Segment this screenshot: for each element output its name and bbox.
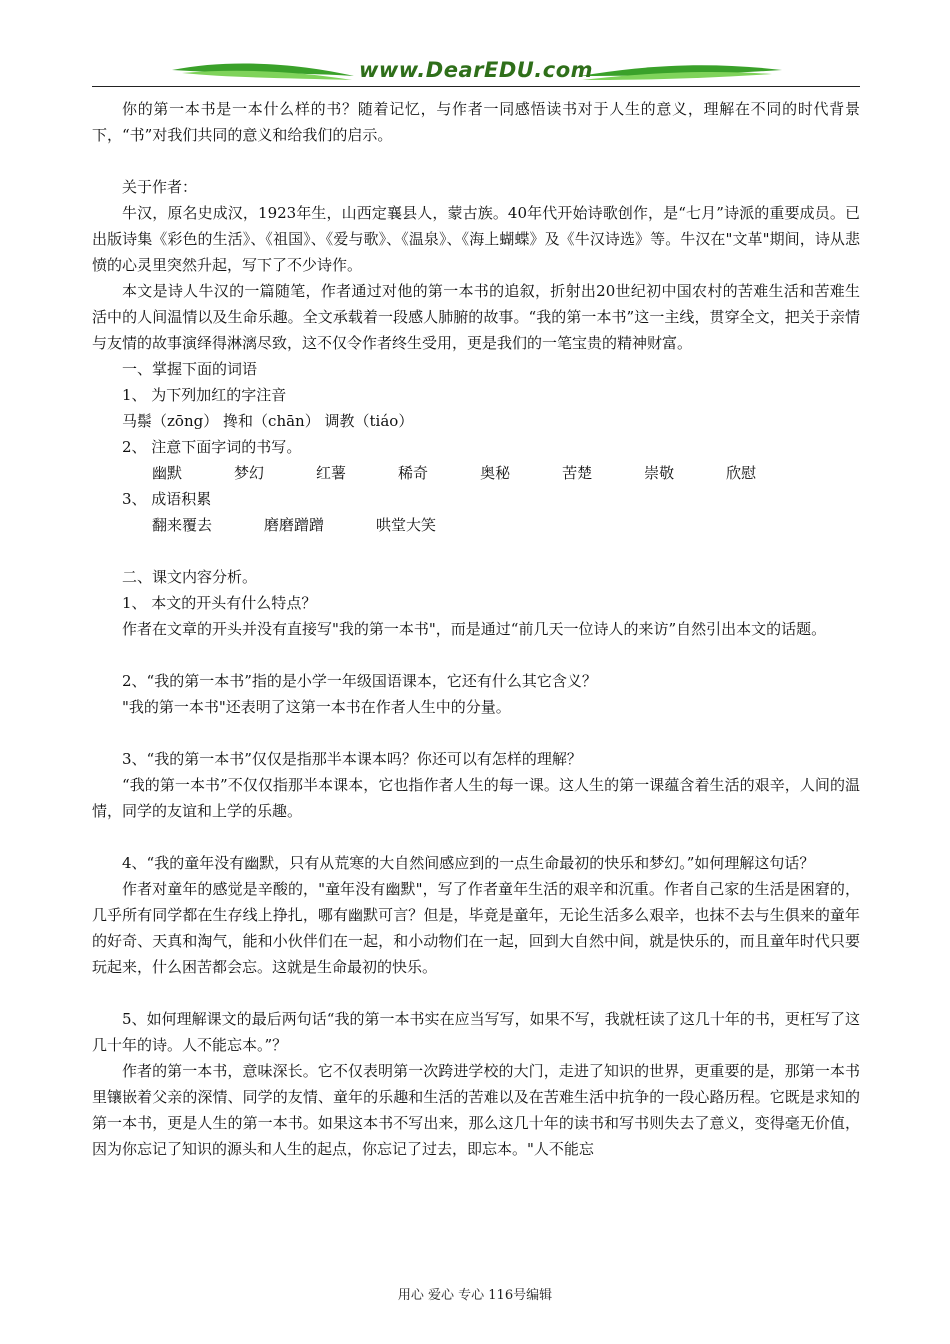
question-2: 2、“我的第一本书”指的是小学一年级国语课本，它还有什么其它含义？: [122, 672, 597, 690]
word-list: [92, 460, 860, 486]
section1-heading: 一、掌握下面的词语: [122, 360, 258, 378]
word-item: 苦楚: [562, 464, 593, 482]
answer-5: 作者的第一本书，意味深长。它不仅表明第一次跨进学校的大门，走进了知识的世界，更重要的是，那第一本书里镶嵌着父亲的深情、同学的友情、童年的乐趣和生活的苦难以及在苦难生活中抗争的一段心路历程。它既是求知的第一本书，更是人生的第一本书。如果这本书不写出来，那么这几十年的读书和写书则失去了意义，变得毫无价值，因为你忘记了知识的源头和人生的起点，你忘记了过去，即忘本。"人不能忘: [92, 1062, 860, 1158]
intro-paragraph: 你的第一本书是一本什么样的书？随着记忆，与作者一同感悟读书对于人生的意义，理解在不同的时代背景下，“书”对我们共同的意义和给我们的启示。: [92, 100, 860, 144]
pinyin-word: 马鬃: [122, 412, 153, 430]
word-item: 崇敬: [644, 464, 675, 482]
pinyin-reading: tiáo: [369, 412, 399, 430]
answer-1: 作者在文章的开头并没有直接写"我的第一本书"，而是通过“前几天一位诗人的来访”自然引出本文的话题。: [122, 620, 827, 638]
word-item: 欣慰: [726, 464, 757, 482]
document-body: [92, 96, 860, 1162]
word-item: 奥秘: [480, 464, 511, 482]
pinyin-reading: chān: [268, 412, 305, 430]
item3-title: 3、 成语积累: [122, 490, 212, 508]
question-3: 3、“我的第一本书”仅仅是指那半本课本吗？你还可以有怎样的理解？: [122, 750, 582, 768]
answer-4: 作者对童年的感觉是辛酸的，"童年没有幽默"，写了作者童年生活的艰辛和沉重。作者自己家的生活是困窘的，几乎所有同学都在生存线上挣扎，哪有幽默可言？但是，毕竟是童年，无论生活多么艰辛，也抹不去与生俱来的童年的好奇、天真和淘气，能和小伙伴们在一起，和小动物们在一起，回到大自然中间，就是快乐的，而且童年时代只要玩起来，什么困苦都会忘。这就是生命最初的快乐。: [92, 880, 860, 976]
question-1: 1、 本文的开头有什么特点？: [122, 594, 317, 612]
idiom-item: 翻来覆去: [152, 516, 213, 534]
pinyin-word: 搀和: [223, 412, 254, 430]
site-logo-text: www.DearEDU.com: [358, 58, 594, 82]
question-5: 5、如何理解课文的最后两句话“我的第一本书实在应当写写，如果不写，我就枉读了这几十年的书，更枉写了这几十年的诗。人不能忘本。”？: [92, 1010, 860, 1054]
word-item: 稀奇: [398, 464, 429, 482]
header-rule: [92, 86, 860, 87]
item2-title: 2、 注意下面字词的书写。: [122, 438, 302, 456]
section2-heading: 二、课文内容分析。: [122, 568, 258, 586]
item1-title: 1、 为下列加红的字注音: [122, 386, 287, 404]
pinyin-word: 调教: [324, 412, 355, 430]
answer-3: “我的第一本书”不仅仅指那半本课本，它也指作者人生的每一课。这人生的第一课蕴含着生活的艰辛，人间的温情，同学的友谊和上学的乐趣。: [92, 776, 860, 820]
about-heading: 关于作者：: [122, 178, 198, 196]
idiom-item: 哄堂大笑: [376, 516, 437, 534]
author-bio: 牛汉，原名史成汉，1923年生，山西定襄县人，蒙古族。40年代开始诗歌创作，是“七月”诗派的重要成员。已出版诗集《彩色的生活》、《祖国》、《爱与歌》、《温泉》、《海上蝴蝶》及《牛汉诗选》等。牛汉在"文革"期间，诗从悲愤的心灵里突然升起，写下了不少诗作。: [92, 204, 860, 274]
word-item: 红薯: [316, 464, 347, 482]
word-item: 梦幻: [234, 464, 265, 482]
idiom-item: 磨磨蹭蹭: [264, 516, 325, 534]
essay-summary: 本文是诗人牛汉的一篇随笔，作者通过对他的第一本书的追叙，折射出20世纪初中国农村的苦难生活和苦难生活中的人间温情以及生命乐趣。全文承载着一段感人肺腑的故事。“我的第一本书”这一主线，贯穿全文，把关于亲情与友情的故事演绎得淋漓尽致，这不仅令作者终生受用，更是我们的一笔宝贵的精神财富。: [92, 282, 860, 352]
word-item: 幽默: [152, 464, 183, 482]
pinyin-reading: zōng: [167, 412, 204, 430]
pinyin-line: 马鬃（zōng） 搀和（chān） 调教（tiáo）: [122, 412, 414, 430]
page-footer: 用心 爱心 专心 116号编辑: [397, 1288, 553, 1303]
question-4: 4、“我的童年没有幽默，只有从荒寒的大自然间感应到的一点生命最初的快乐和梦幻。”如何理解这句话？: [122, 854, 815, 872]
answer-2: "我的第一本书"还表明了这第一本书在作者人生中的分量。: [122, 698, 511, 716]
idiom-list: [92, 512, 860, 538]
